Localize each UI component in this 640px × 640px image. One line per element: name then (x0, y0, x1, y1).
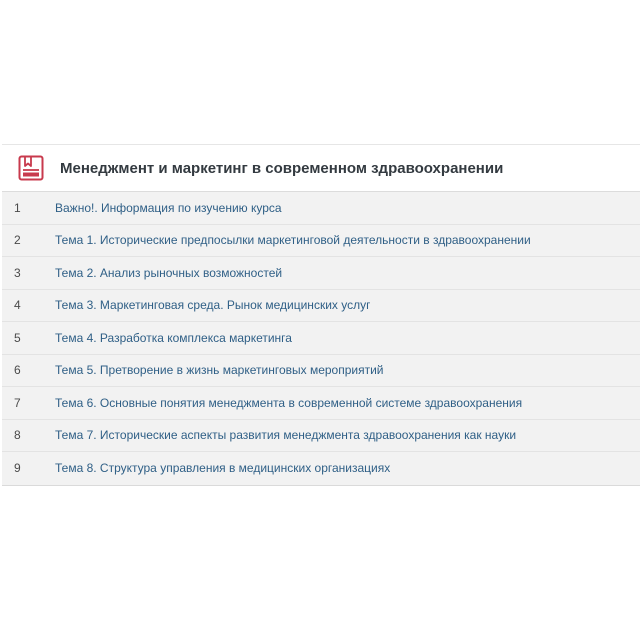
lesson-number: 5 (14, 330, 21, 345)
lesson-number: 4 (14, 298, 21, 313)
lesson-number: 7 (14, 395, 21, 410)
lesson-row[interactable] (2, 452, 640, 485)
lesson-link[interactable]: Тема 5. Претворение в жизнь маркетинговых мероприятий (55, 363, 384, 378)
lesson-row[interactable] (2, 355, 640, 388)
lesson-number: 1 (14, 200, 21, 215)
lesson-row[interactable] (2, 225, 640, 258)
lesson-number: 9 (14, 461, 21, 476)
lesson-link[interactable]: Тема 6. Основные понятия менеджмента в современной системе здравоохранения (55, 395, 523, 410)
lesson-row[interactable] (2, 322, 640, 355)
lesson-row[interactable] (2, 192, 640, 225)
lesson-number: 2 (14, 233, 21, 248)
lesson-row[interactable] (2, 420, 640, 453)
lesson-link[interactable]: Тема 2. Анализ рыночных возможностей (55, 265, 283, 280)
lesson-number: 8 (14, 428, 21, 443)
lesson-list (2, 192, 640, 486)
lesson-link[interactable]: Тема 7. Исторические аспекты развития менеджмента здравоохранения как науки (55, 428, 517, 443)
course-section (2, 144, 640, 486)
lesson-link[interactable]: Тема 4. Разработка комплекса маркетинга (55, 330, 292, 345)
lesson-row[interactable] (2, 387, 640, 420)
lesson-link[interactable]: Тема 1. Исторические предпосылки маркетинговой деятельности в здравоохранении (55, 233, 531, 248)
lesson-row[interactable] (2, 257, 640, 290)
bookmark-book-icon (18, 155, 44, 181)
lesson-link[interactable]: Тема 8. Структура управления в медицинских организациях (55, 461, 391, 476)
lesson-row[interactable] (2, 290, 640, 323)
lesson-link[interactable]: Тема 3. Маркетинговая среда. Рынок медицинских услуг (55, 298, 371, 313)
lesson-number: 3 (14, 265, 21, 280)
course-header (2, 144, 640, 192)
course-title: Менеджмент и маркетинг в современном здравоохранении (60, 159, 504, 177)
lesson-link[interactable]: Важно!. Информация по изучению курса (55, 200, 282, 215)
lesson-number: 6 (14, 363, 21, 378)
